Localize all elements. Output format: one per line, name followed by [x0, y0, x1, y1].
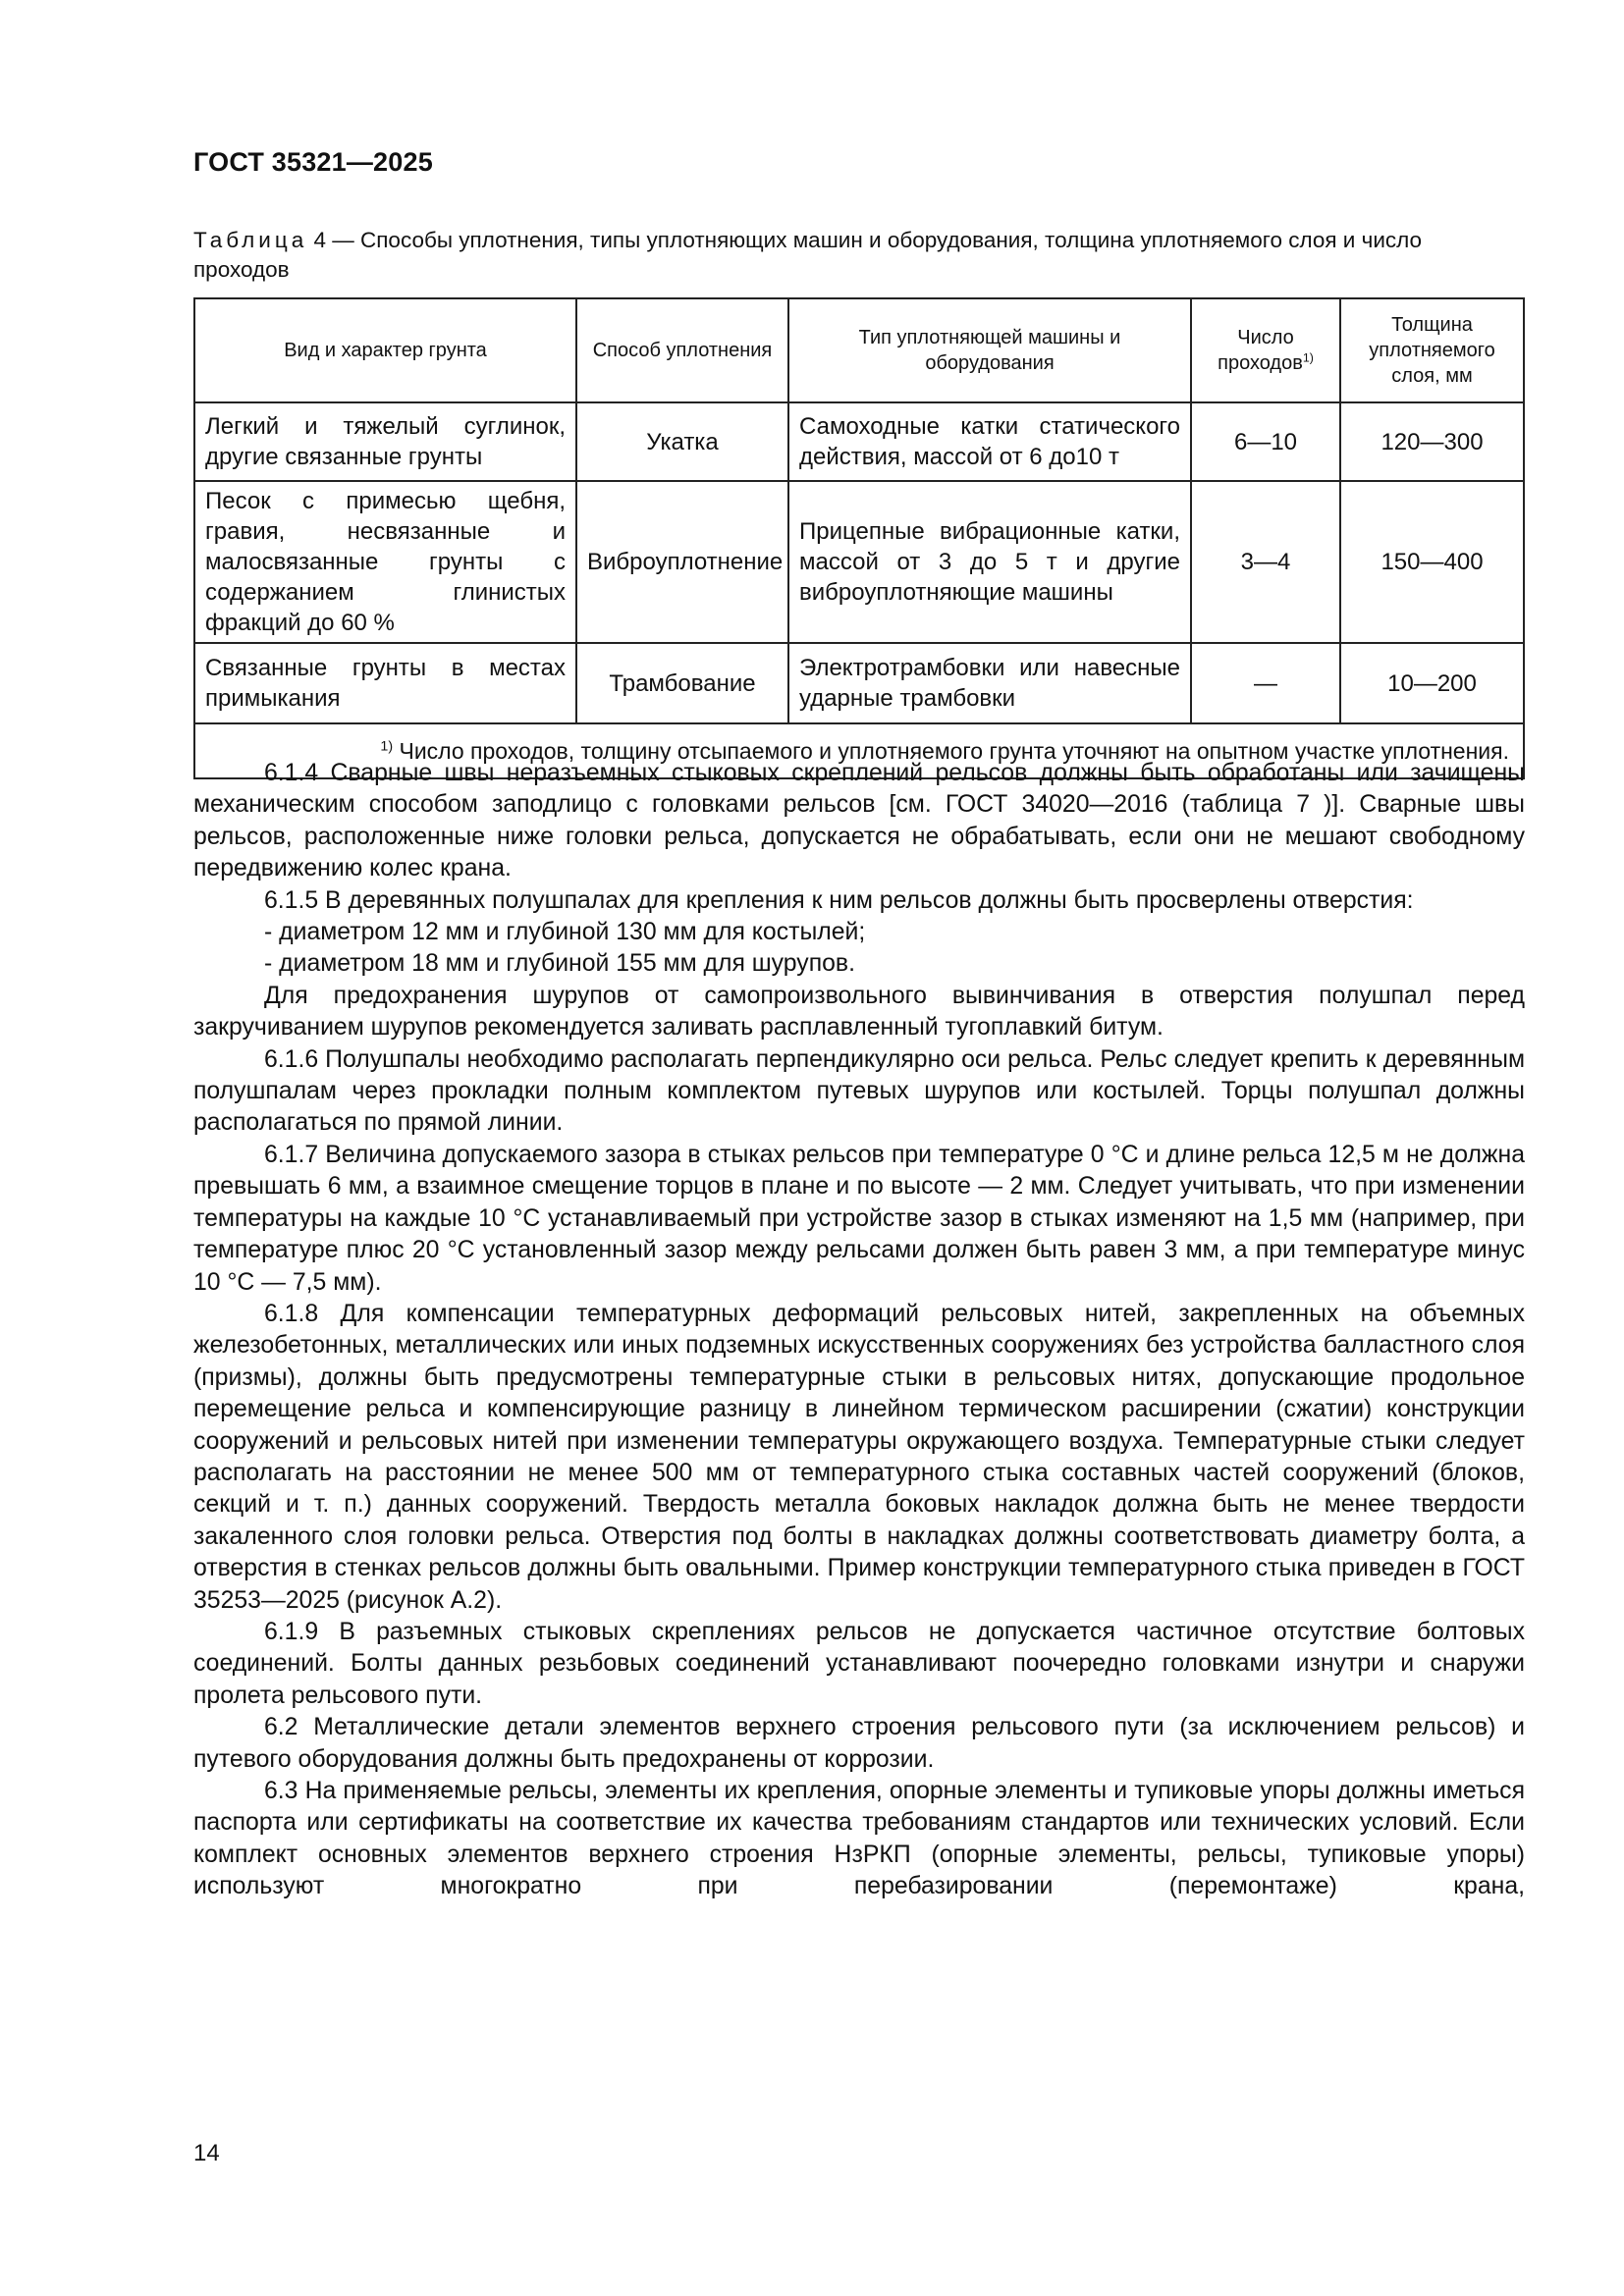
- paragraph-6-1-5: 6.1.5 В деревянных полушпалах для крепления к ним рельсов должны быть просверлены отверстия:: [264, 886, 1414, 914]
- column-header-thickness: Толщина уплотняемого слоя, мм: [1340, 298, 1524, 402]
- table-row: [194, 402, 1524, 481]
- footnote-reference: 1): [1302, 350, 1314, 365]
- cell-thickness: 120—300: [1340, 402, 1524, 481]
- column-header-passes-label: Число проходов: [1218, 327, 1303, 374]
- column-header-soil: Вид и характер грунта: [194, 298, 576, 402]
- cell-machine: Прицепные вибрационные катки, массой от 3 до 5 т и другие виброуплотняющие машины: [788, 481, 1191, 643]
- column-header-machine: Тип уплотняющей машины и оборудования: [788, 298, 1191, 402]
- cell-thickness: 10—200: [1340, 643, 1524, 723]
- body-text: [193, 758, 1525, 1903]
- cell-machine: Электротрамбовки или навесные ударные трамбовки: [788, 643, 1191, 723]
- cell-passes: 3—4: [1191, 481, 1340, 643]
- column-header-method: Способ уплотнения: [576, 298, 788, 402]
- paragraph-6-1-4: 6.1.4 Сварные швы неразъемных стыковых скреплений рельсов должны быть обработаны или зачищены механическим способом заподлицо с головками рельсов [см. ГОСТ 34020—2016 (таблица 7 )]. Сварные швы рельсов, расположенные ниже головки рельса, допускается не обрабатывать, если они не мешают свободному передвижению колес крана.: [193, 760, 1525, 882]
- paragraph-6-1-8: 6.1.8 Для компенсации температурных деформаций рельсовых нитей, закрепленных на объемных железобетонных, металлических или иных подземных искусственных сооружениях без устройства балластного слоя (призмы), должны быть предусмотрены температурные стыки в рельсовых нитях, допускающие продольное перемещение рельса и компенсирующие разницу в линейном термическом расширении (сжатии) конструкции сооружений и рельсовых нитей при изменении температуры окружающего воздуха. Температурные стыки следует располагать на расстоянии не менее 500 мм от температурного стыка составных частей сооружений (блоков, секций и т. п.) данных сооружений. Твердость металла боковых накладок должна быть не менее твердости закаленного слоя головки рельса. Отверстия под болты в накладках должны соответствовать диаметру болта, а отверстия в стенках рельсов должны быть овальными. Пример конструкции температурного стыка приведен в ГОСТ 35253—2025 (рисунок А.2).: [193, 1300, 1525, 1614]
- footnote-mark: 1): [380, 737, 394, 754]
- paragraph-6-1-7: 6.1.7 Величина допускаемого зазора в стыках рельсов при температуре 0 °С и длине рельса 12,5 м не должна превышать 6 мм, а взаимное смещение торцов в плане и по высоте — 2 мм. Следует учитывать, что при изменении температуры на каждые 10 °С устанавливаемый при устройстве зазор в стыках изменяют на 1,5 мм (например, при температуре плюс 20 °С установленный зазор между рельсами должен быть равен 3 мм, а при температуре минус 10 °С — 7,5 мм).: [193, 1141, 1525, 1296]
- list-item: - диаметром 18 мм и глубиной 155 мм для шурупов.: [264, 950, 855, 978]
- table-caption: [193, 226, 1521, 285]
- table-caption-text: 4 — Способы уплотнения, типы уплотняющих машин и оборудования, толщина уплотняемого слоя и число проходов: [193, 228, 1423, 282]
- cell-method: Виброуплотнение: [576, 481, 788, 643]
- cell-thickness: 150—400: [1340, 481, 1524, 643]
- cell-method: Укатка: [576, 402, 788, 481]
- compaction-table: [193, 297, 1525, 779]
- table-row: [194, 643, 1524, 723]
- page-number: 14: [193, 2140, 220, 2166]
- cell-passes: —: [1191, 643, 1340, 723]
- paragraph-6-1-9: 6.1.9 В разъемных стыковых скреплениях рельсов не допускается частичное отсутствие болтовых соединений. Болты данных резьбовых соединений устанавливают поочередно головками изнутри и снаружи пролета рельсового пути.: [193, 1618, 1525, 1709]
- cell-machine: Самоходные катки статического действия, массой от 6 до10 т: [788, 402, 1191, 481]
- list-item: - диаметром 12 мм и глубиной 130 мм для костылей;: [264, 919, 866, 946]
- cell-passes: 6—10: [1191, 402, 1340, 481]
- table-header-row: [194, 298, 1524, 402]
- table-row: [194, 481, 1524, 643]
- paragraph-6-2: 6.2 Металлические детали элементов верхнего строения рельсового пути (за исключением рельсов) и путевого оборудования должны быть предохранены от коррозии.: [193, 1714, 1525, 1773]
- document-header: ГОСТ 35321—2025: [193, 147, 433, 177]
- cell-soil: Связанные грунты в местах примыкания: [194, 643, 576, 723]
- table-caption-label: Таблица: [193, 228, 308, 252]
- footnote-text: Число проходов, толщину отсыпаемого и уплотняемого грунта уточняют на опытном участке уплотнения.: [393, 737, 1509, 764]
- cell-method: Трамбование: [576, 643, 788, 723]
- paragraph-bitumen: Для предохранения шурупов от самопроизвольного вывинчивания в отверстия полушпал перед закручиванием шурупов рекомендуется заливать расплавленный тугоплавкий битум.: [193, 982, 1525, 1041]
- column-header-passes: [1191, 298, 1340, 402]
- cell-soil: Песок с примесью щебня, гравия, несвязанные и малосвязанные грунты с содержанием глинистых фракций до 60 %: [194, 481, 576, 643]
- cell-soil: Легкий и тяжелый суглинок, другие связанные грунты: [194, 402, 576, 481]
- paragraph-6-3: 6.3 На применяемые рельсы, элементы их крепления, опорные элементы и тупиковые упоры должны иметься паспорта или сертификаты на соответствие их качества требованиям стандартов или технических условий. Если комплект основных элементов верхнего строения НзРКП (опорные элементы, рельсы, тупиковые упоры) используют многократно при перебазировании (перемонтаже) крана,: [193, 1778, 1525, 1900]
- paragraph-6-1-6: 6.1.6 Полушпалы необходимо располагать перпендикулярно оси рельса. Рельс следует крепить к деревянным полушпалам через прокладки полным комплектом путевых шурупов или костылей. Торцы полушпал должны располагаться по прямой линии.: [193, 1045, 1525, 1137]
